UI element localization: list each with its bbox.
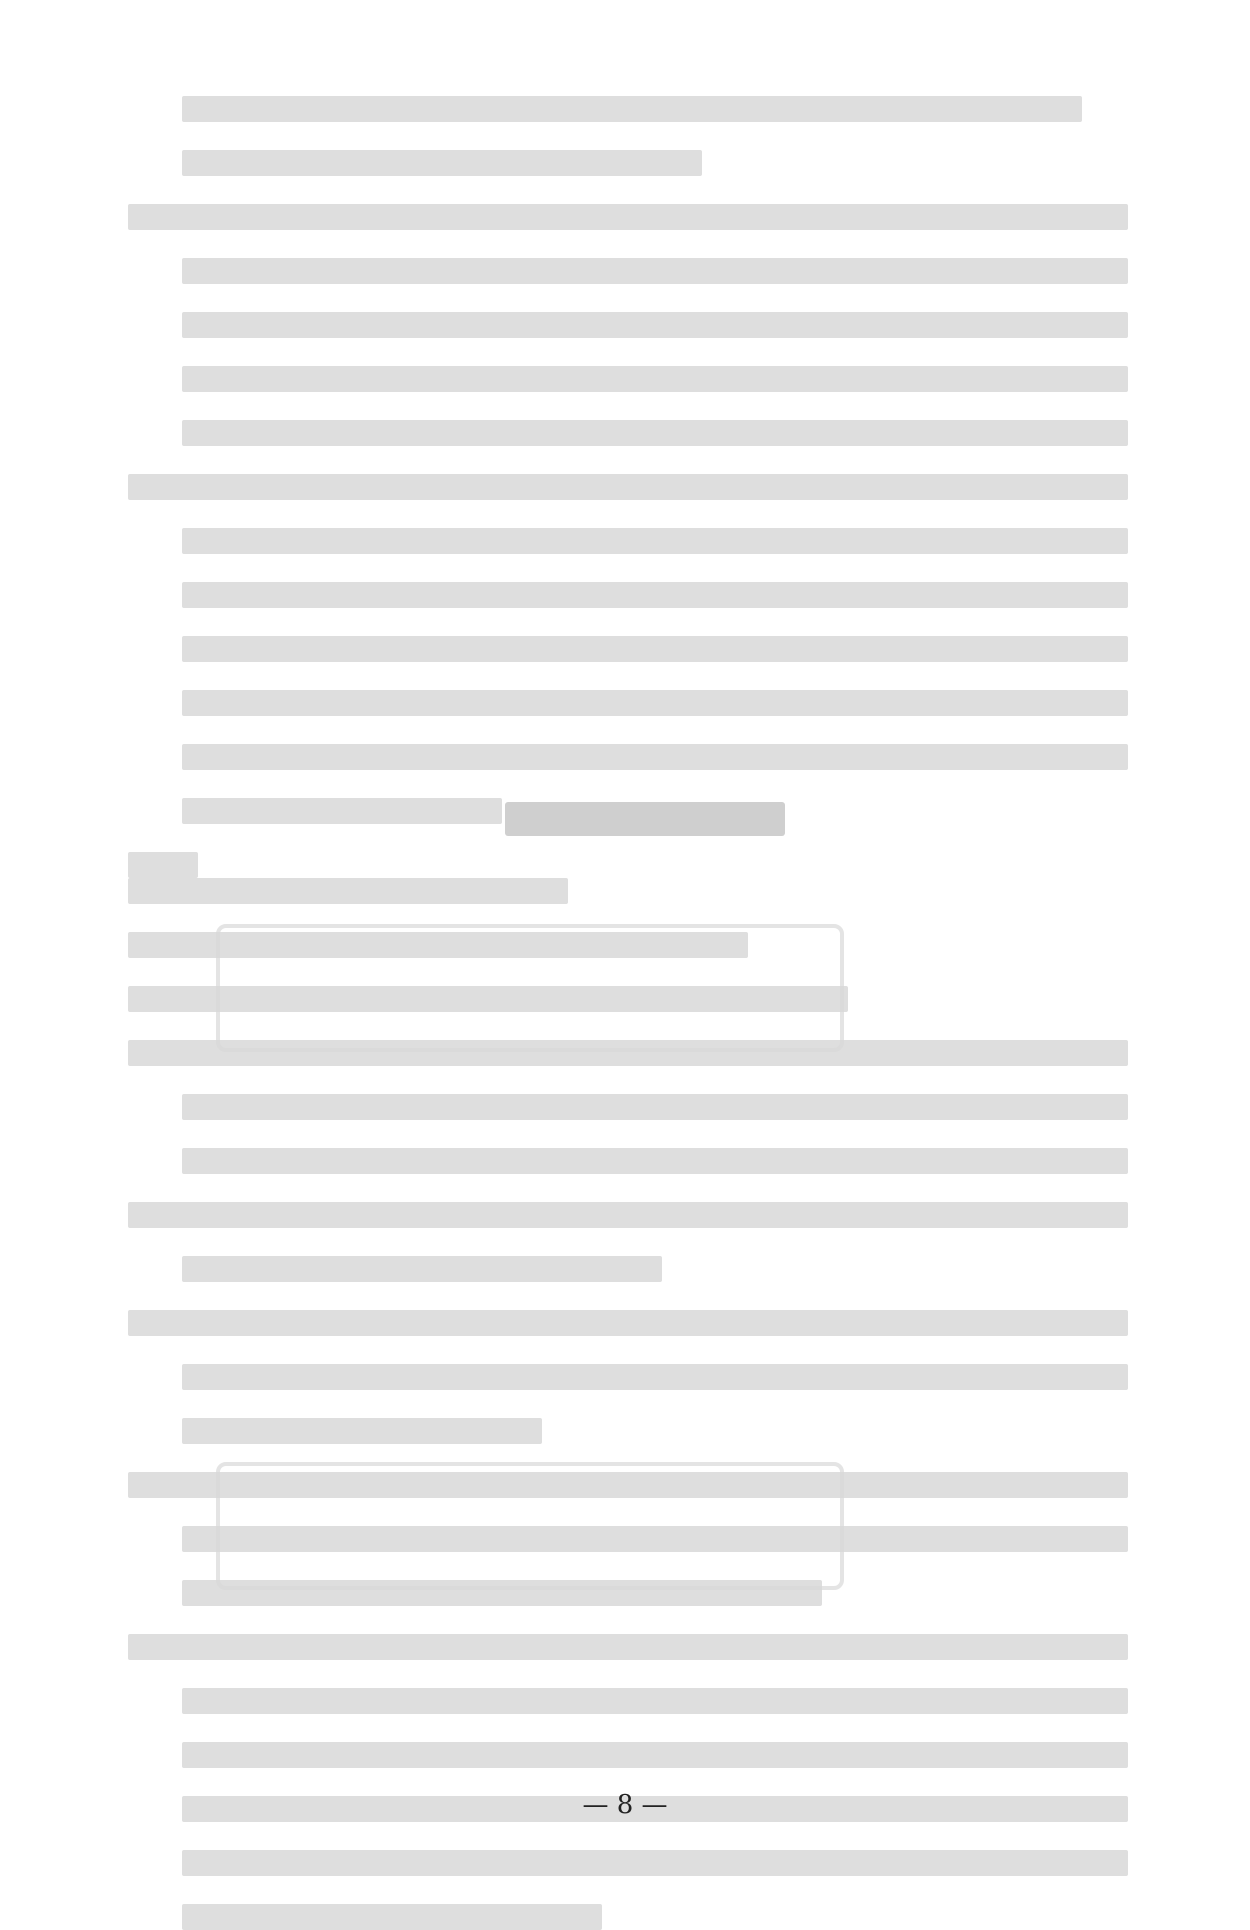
text-line <box>182 1526 1128 1552</box>
text-line <box>182 1580 822 1606</box>
text-line <box>182 1742 1128 1768</box>
text-line <box>128 1472 1128 1498</box>
answers-continued-block <box>128 96 1128 878</box>
text-line <box>128 1310 1128 1336</box>
text-line <box>128 1040 1128 1066</box>
text-line <box>182 690 1128 716</box>
text-line <box>128 1202 1128 1228</box>
text-line <box>182 744 1128 770</box>
text-line <box>128 852 198 878</box>
text-line <box>182 96 1082 122</box>
section-title <box>505 802 785 836</box>
text-line <box>182 258 1128 284</box>
text-line <box>182 1418 542 1444</box>
text-line <box>182 582 1128 608</box>
page-number: — 8 — <box>582 1790 668 1820</box>
text-line <box>128 204 1128 230</box>
text-line <box>182 420 1128 446</box>
text-line <box>182 1364 1128 1390</box>
text-line <box>182 1094 1128 1120</box>
text-line <box>182 366 1128 392</box>
text-line <box>182 1904 602 1930</box>
text-line <box>182 1256 662 1282</box>
text-line <box>128 878 568 904</box>
text-line <box>182 528 1128 554</box>
text-line <box>128 932 748 958</box>
text-line <box>182 798 502 824</box>
text-line <box>128 986 848 1012</box>
text-line <box>182 1148 1128 1174</box>
text-line <box>128 1634 1128 1660</box>
text-line <box>182 312 1128 338</box>
text-line <box>182 1850 1128 1876</box>
text-line <box>128 474 1128 500</box>
text-line <box>182 636 1128 662</box>
text-line <box>182 150 702 176</box>
text-line <box>182 1688 1128 1714</box>
unit-five-test-b-block <box>128 878 1128 1930</box>
